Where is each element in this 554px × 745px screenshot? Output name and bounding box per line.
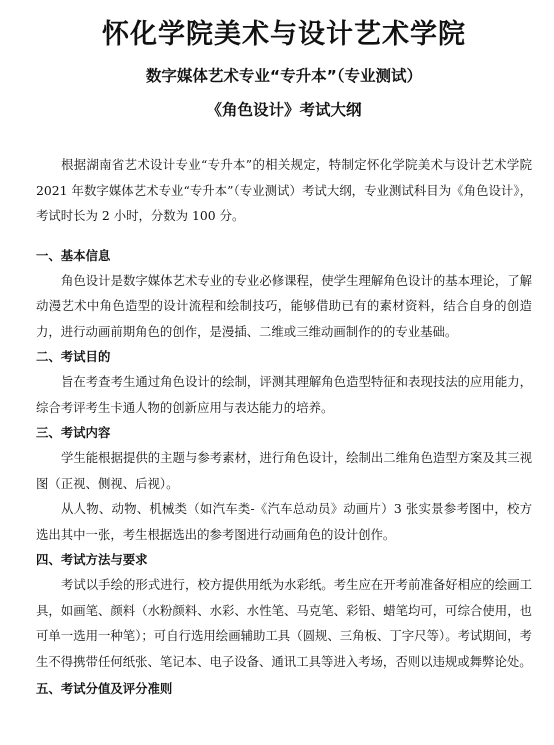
section-paragraph: 从人物、动物、机械类（如汽车类-《汽车总动员》动画片）3 张实景参考图中，校方选出其中一张，考生根据选出的参考图进行动画角色的设计创作。 [36,501,532,542]
section-exam-content [36,420,532,547]
section-heading: 二、考试目的 [36,349,111,364]
document-subtitle-2: 《角色设计》考试大纲 [206,101,362,119]
section-paragraph: 考试以手绘的形式进行，校方提供用纸为水彩纸。考生应在开考前准备好相应的绘画工具，如画笔、颜料（水粉颜料、水彩、水性笔、马克笔、彩铅、蜡笔均可，可综合使用，也可单一选用一种笔）；可自行选用绘画辅助工具（圆规、三角板、丁字尺等）。考试期间，考生不得携带任何纸张、笔记本、电子设备、通讯工具等进入考场，否则以违规或舞弊论处。 [36,577,532,669]
section-paragraph: 旨在考查考生通过角色设计的绘制，评测其理解角色造型特征和表现技法的应用能力，综合考评考生卡通人物的创新应用与表达能力的培养。 [36,374,532,415]
section-paragraph: 学生能根据提供的主题与参考素材，进行角色设计，绘制出二维角色造型方案及其三视图（正视、侧视、后视）。 [36,450,532,491]
section-paragraph: 角色设计是数字媒体艺术专业的专业必修课程，使学生理解角色设计的基本理论，了解动漫艺术中角色造型的设计流程和绘制技巧，能够借助已有的素材资料，结合自身的创造力，进行动画前期角色的创作，是漫插、二维或三维动画制作的的专业基础。 [36,272,532,339]
section-heading: 三、考试内容 [36,425,111,440]
section-exam-purpose [36,344,532,420]
section-exam-method [36,547,532,674]
document-subtitle: 数字媒体艺术专业“专升本”（专业测试） [145,67,423,85]
section-heading: 一、基本信息 [36,247,111,263]
document-title: 怀化学院美术与设计艺术学院 [102,19,466,50]
section-heading: 五、考试分值及评分准则 [36,681,173,696]
section-basic-info [36,243,532,345]
intro-paragraph: 根据湖南省艺术设计专业“专升本”的相关规定，特制定怀化学院美术与设计艺术学院 2021 年数字媒体艺术专业“专升本”（专业测试）考试大纲，专业测试科目为《角色设计》，考试时长为 2 小时，分数为 100 分。 [36,157,532,223]
section-scoring [36,676,532,701]
section-heading: 四、考试方法与要求 [36,552,148,567]
